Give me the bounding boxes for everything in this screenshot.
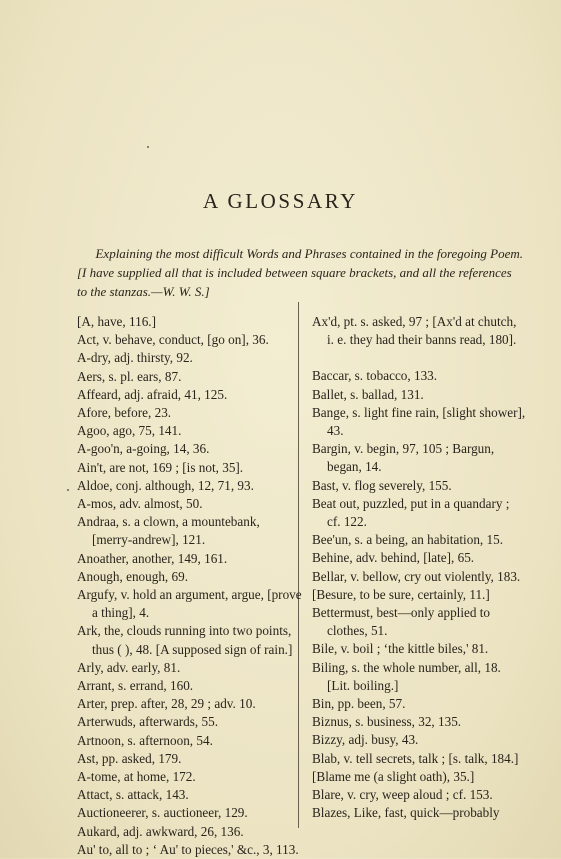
glossary-entry: Blare, v. cry, weep aloud ; cf. 153.	[312, 787, 493, 803]
intro-line-2: [I have supplied all that is included between square brackets, and all the references to the stanzas.—W. W. S.]	[77, 265, 512, 299]
glossary-entry: Behine, adv. behind, [late], 65.	[312, 550, 475, 566]
glossary-entry: A-mos, adv. almost, 50.	[77, 496, 203, 512]
glossary-entry: Blab, v. tell secrets, talk ; [s. talk, 184.]	[312, 750, 519, 766]
glossary-entry: Andraa, s. a clown, a mountebank, [merry-andrew], 121.	[77, 514, 260, 548]
glossary-entry: Bile, v. boil ; ‘the kittle biles,' 81.	[312, 641, 489, 657]
glossary-column-left	[77, 313, 302, 859]
glossary-entry: Arrant, s. errand, 160.	[77, 678, 194, 694]
page-title: A GLOSSARY	[203, 189, 358, 213]
glossary-entry: Agoo, ago, 75, 141.	[77, 423, 182, 439]
glossary-entry: Bettermust, best—only applied to clothes, 51.	[312, 605, 491, 639]
glossary-entry: Ain't, are not, 169 ; [is not, 35].	[77, 459, 244, 475]
glossary-column-right	[312, 313, 526, 822]
glossary-entry: Arterwuds, afterwards, 55.	[77, 714, 218, 730]
glossary-entry: Bargin, v. begin, 97, 105 ; Bargun, began, 14.	[312, 441, 495, 475]
paper-speck	[147, 146, 149, 148]
glossary-entry: [Besure, to be sure, certainly, 11.]	[312, 586, 490, 602]
glossary-entry: [Blame me (a slight oath), 35.]	[312, 768, 475, 784]
glossary-entry: Bange, s. light fine rain, [slight shower], 43.	[312, 404, 526, 439]
glossary-entry: Anough, enough, 69.	[77, 568, 188, 584]
glossary-entry: Artnoon, s. afternoon, 54.	[77, 732, 213, 748]
glossary-entry: Baccar, s. tobacco, 133.	[312, 368, 438, 384]
glossary-entry: A-goo'n, a-going, 14, 36.	[77, 441, 210, 457]
glossary-entry: Arter, prep. after, 28, 29 ; adv. 10.	[77, 696, 256, 712]
glossary-entry: Aldoe, conj. although, 12, 71, 93.	[77, 477, 254, 493]
glossary-entry: Affeard, adj. afraid, 41, 125.	[77, 386, 228, 402]
glossary-entry: Bee'un, s. a being, an habitation, 15.	[312, 532, 503, 548]
glossary-entry: Au' to, all to ; ‘ Au' to pieces,' &c., 3, 113.	[77, 841, 299, 857]
intro-line-1: Explaining the most difficult Words and Phrases contained in the foregoing Poem.	[95, 246, 523, 261]
glossary-entry: Argufy, v. hold an argument, argue, [prove a thing], 4.	[77, 587, 302, 621]
glossary-entry: Aers, s. pl. ears, 87.	[77, 368, 182, 384]
glossary-entry: A-tome, at home, 172.	[77, 769, 196, 785]
glossary-entry: Anoather, another, 149, 161.	[77, 550, 228, 566]
glossary-entry: Attact, s. attack, 143.	[77, 787, 189, 803]
glossary-entry: Act, v. behave, conduct, [go on], 36.	[77, 332, 269, 348]
glossary-entry: Bellar, v. bellow, cry out violently, 183.	[312, 568, 521, 584]
glossary-entry: Bizzy, adj. busy, 43.	[312, 732, 419, 748]
glossary-entry: Ark, the, clouds running into two points, thus ( ), 48. [A supposed sign of rain.]	[77, 623, 293, 657]
glossary-entry: A-dry, adj. thirsty, 92.	[77, 350, 193, 366]
glossary-entry: Bast, v. flog severely, 155.	[312, 477, 452, 493]
glossary-entry: Biling, s. the whole number, all, 18. [Lit. boiling.]	[312, 659, 501, 693]
glossary-entry: [A, have, 116.]	[77, 314, 156, 329]
glossary-entry: Ax'd, pt. s. asked, 97 ; [Ax'd at chutch, i. e. they had their banns read, 180].	[312, 314, 517, 348]
glossary-entry: Bin, pp. been, 57.	[312, 696, 406, 712]
glossary-entry: Biznus, s. business, 32, 135.	[312, 714, 462, 730]
glossary-entry: Ballet, s. ballad, 131.	[312, 386, 424, 402]
glossary-entry: Beat out, puzzled, put in a quandary ; cf. 122.	[312, 495, 510, 530]
glossary-entry: Arly, adv. early, 81.	[77, 659, 181, 675]
glossary-entry: Blazes, Like, fast, quick—probably	[312, 805, 500, 821]
paper-speck	[67, 489, 69, 491]
glossary-intro	[77, 244, 523, 301]
glossary-entry: Auctioneerer, s. auctioneer, 129.	[77, 805, 248, 821]
glossary-entry: Ast, pp. asked, 179.	[77, 750, 182, 766]
glossary-entry: Afore, before, 23.	[77, 405, 172, 421]
glossary-entry: Aukard, adj. awkward, 26, 136.	[77, 823, 244, 839]
